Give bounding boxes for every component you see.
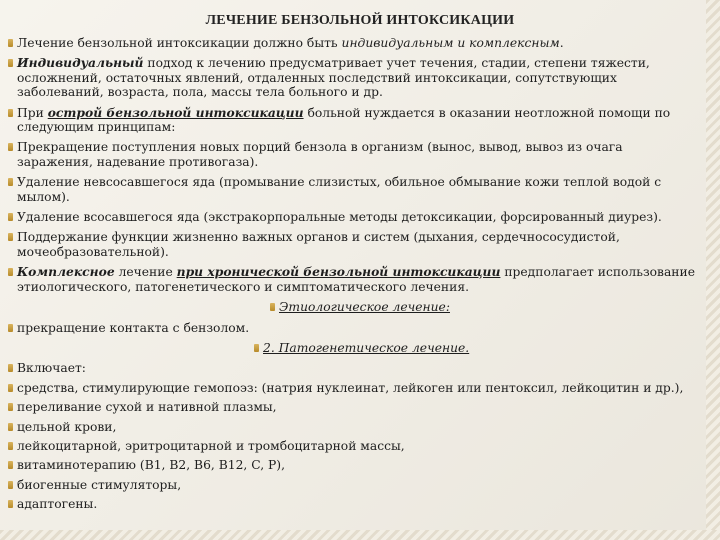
list-item: средства, стимулирующие гемопоэз: (натрия нуклеинат, лейкоген или пентоксил, лейкоцитин и др.), bbox=[8, 381, 698, 395]
bullet-icon bbox=[8, 109, 13, 117]
list-item: Удаление невсосавшегося яда (промывание слизистых, обильное обмывание кожи теплой водой с мылом). bbox=[8, 175, 698, 204]
list-item: Удаление всосавшегося яда (экстракорпоральные методы детоксикации, форсированный диурез). bbox=[8, 210, 698, 224]
decorative-stripe-right bbox=[706, 0, 720, 540]
bullet-icon bbox=[8, 461, 13, 469]
bullet-icon bbox=[8, 143, 13, 151]
bullet-icon bbox=[8, 324, 13, 332]
bullet-icon bbox=[8, 59, 13, 67]
bullet-icon bbox=[8, 500, 13, 508]
list-item: Индивидуальный подход к лечению предусматривает учет течения, стадии, степени тяжести, осложнений, остаточных явлений, отдаленных последствий интоксикации, сопутствующих заболеваний, возраста, пола, массы тела больного и др. bbox=[8, 56, 698, 99]
list-item: 2. Патогенетическое лечение. bbox=[254, 341, 698, 355]
list-item: лейкоцитарной, эритроцитарной и тромбоцитарной массы, bbox=[8, 439, 698, 453]
bullet-icon bbox=[254, 344, 259, 352]
list-item: Включает: bbox=[8, 361, 698, 375]
bullet-icon bbox=[270, 303, 275, 311]
list-item: При острой бензольной интоксикации больной нуждается в оказании неотложной помощи по следующим принципам: bbox=[8, 106, 698, 135]
list-item: Комплексное лечение при хронической бензольной интоксикации предполагает использование этиологического, патогенетического и симптоматического лечения. bbox=[8, 265, 698, 294]
bullet-icon bbox=[8, 213, 13, 221]
list-item: Поддержание функции жизненно важных органов и систем (дыхания, сердечнососудистой, мочеобразовательной). bbox=[8, 230, 698, 259]
bullet-icon bbox=[8, 481, 13, 489]
bullet-icon bbox=[8, 442, 13, 450]
list-item: Лечение бензольной интоксикации должно быть индивидуальным и комплексным. bbox=[8, 36, 698, 50]
list-item: Прекращение поступления новых порций бензола в организм (вынос, вывод, вывоз из очага заражения, надевание противогаза). bbox=[8, 140, 698, 169]
list-item: цельной крови, bbox=[8, 420, 698, 434]
list-item: переливание сухой и нативной плазмы, bbox=[8, 400, 698, 414]
slide-content bbox=[8, 36, 698, 517]
bullet-icon bbox=[8, 423, 13, 431]
bullet-icon bbox=[8, 178, 13, 186]
bullet-icon bbox=[8, 403, 13, 411]
list-item: прекращение контакта с бензолом. bbox=[8, 321, 698, 335]
bullet-icon bbox=[8, 364, 13, 372]
decorative-stripe-bottom bbox=[0, 530, 720, 540]
list-item: адаптогены. bbox=[8, 497, 698, 511]
bullet-icon bbox=[8, 384, 13, 392]
list-item: биогенные стимуляторы, bbox=[8, 478, 698, 492]
list-item: витаминотерапию (B1, B2, B6, B12, C, P), bbox=[8, 458, 698, 472]
slide-title: ЛЕЧЕНИЕ БЕНЗОЛЬНОЙ ИНТОКСИКАЦИИ bbox=[205, 13, 515, 28]
list-item: Этиологическое лечение: bbox=[270, 300, 698, 314]
bullet-icon bbox=[8, 268, 13, 276]
bullet-icon bbox=[8, 39, 13, 47]
bullet-icon bbox=[8, 233, 13, 241]
